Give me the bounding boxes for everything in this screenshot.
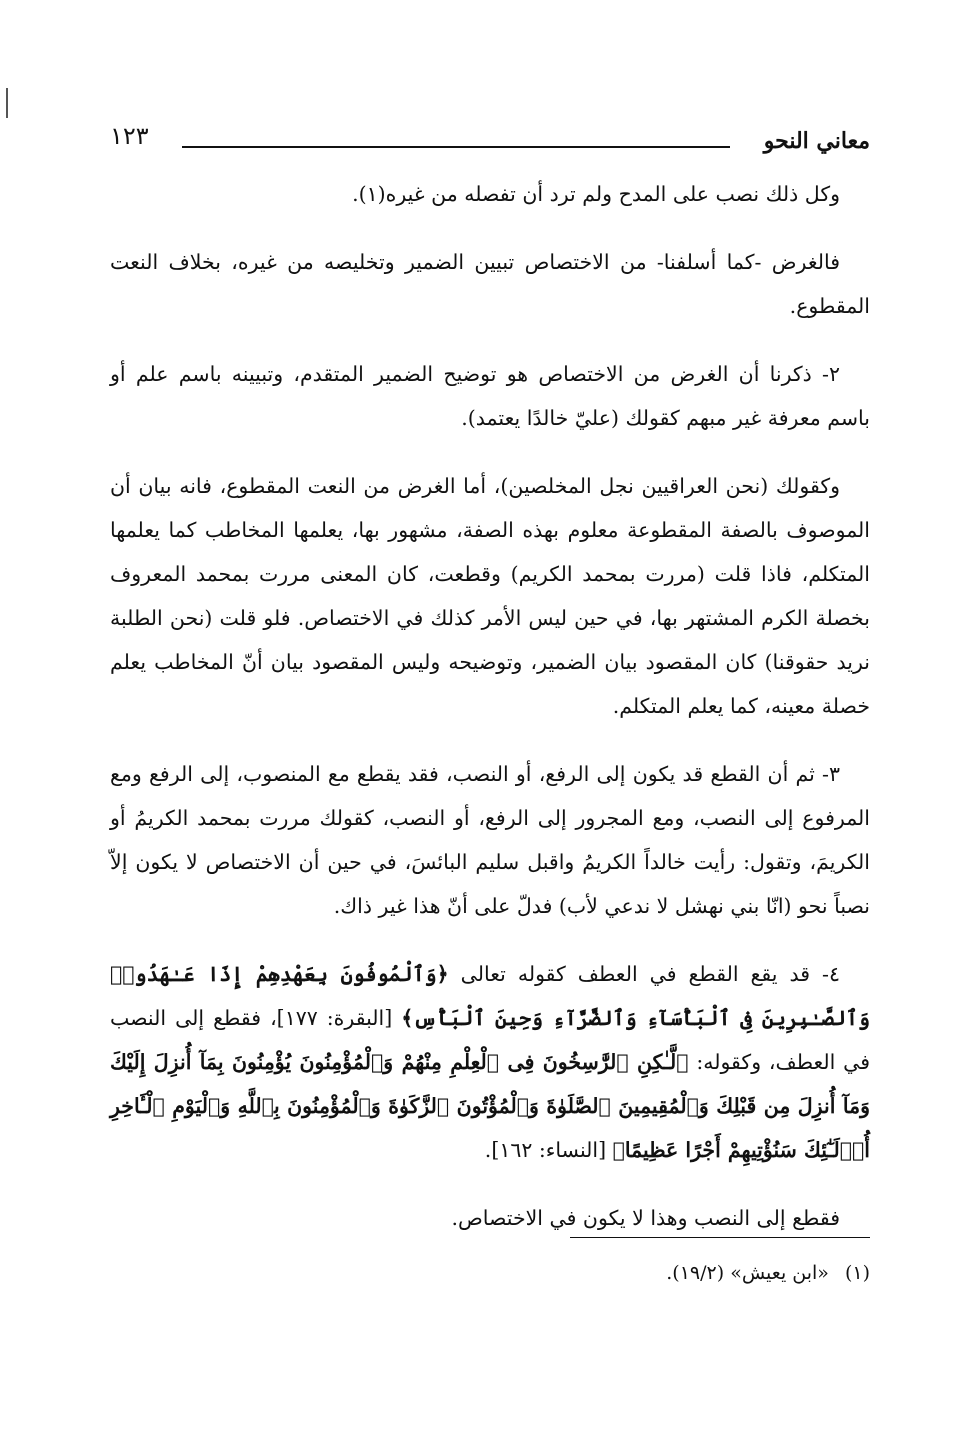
footnote-separator bbox=[570, 1237, 870, 1238]
paragraph: وكل ذلك نصب على المدح ولم ترد أن تفصله من غيره(١). bbox=[352, 182, 840, 206]
footnote-text: «ابن يعيش» (١٩/٢). bbox=[666, 1262, 829, 1284]
paragraph: فالغرض -كما أسلفنا- من الاختصاص تبيين الضمير وتخليصه من غيره، بخلاف النعت المقطوع. bbox=[110, 250, 870, 318]
footnote-number: (١) bbox=[844, 1262, 870, 1284]
verse-reference: [البقرة: ١٧٧]، فقطع إلى النصب في العطف، وكقوله: bbox=[110, 1006, 871, 1074]
page-header bbox=[110, 118, 870, 162]
running-title: معاني النحو bbox=[763, 128, 870, 154]
header-rule bbox=[182, 146, 730, 148]
paragraph: ٣- ثم أن القطع قد يكون إلى الرفع، أو النصب، فقد يقطع مع المنصوب، إلى الرفع ومع المرفوع إلى النصب، ومع المجرور إلى الرفع، أو النصب، كقولك مررت بمحمد الكريمُ أو الكريمَ، وتقول: رأيت خالداً الكريمُ واقبل سليم البائسَ، في حين أن الاختصاص لا يكون إلاّ نصباً نحو (انّا بني نهشل لا ندعي لأب) فدلّ على أنّ هذا غير ذاك. bbox=[110, 762, 870, 918]
paragraph-intro: ٤- قد يقع القطع في العطف كقوله تعالى bbox=[460, 962, 840, 986]
body-text bbox=[110, 172, 870, 1240]
page-number: ١٢٣ bbox=[110, 122, 149, 150]
scan-edge-mark bbox=[6, 88, 8, 118]
quran-verse: ﴿وَٱلْمُوفُونَ بِعَهْدِهِمْ إِذَا عَـٰهَدُوا۟ وَٱلصَّـٰبِرِينَ فِى ٱلْبَأْسَآءِ وَٱلضَّرَّآءِ وَحِينَ ٱلْبَأْسِ﴾ bbox=[110, 962, 870, 1030]
footnote bbox=[110, 1258, 870, 1288]
paragraph-quran-citations bbox=[110, 952, 870, 1172]
closing-paragraph: فقطع إلى النصب وهذا لا يكون في الاختصاص. bbox=[451, 1206, 840, 1230]
paragraph: ٢- ذكرنا أن الغرض من الاختصاص هو توضيح الضمير المتقدم، وتبيينه باسم علم أو باسم معرفة غير مبهم كقولك (عليّ خالدًا يعتمد). bbox=[110, 362, 870, 430]
paragraph: وكقولك (نحن العراقيين نجل المخلصين)، أما الغرض من النعت المقطوع، فانه بيان أن الموصوف بالصفة المقطوعة معلوم بهذه الصفة، مشهور بها، يعلمها المخاطب كما يعلمها المتكلم، فاذا قلت (مررت بمحمد الكريم) وقطعت، كان المعنى مررت بمحمد المعروف بخصلة الكرم المشتهر بها، في حين ليس الأمر كذلك في الاختصاص. فلو قلت (نحن الطلبة نريد حقوقنا) كان المقصود بيان الضمير، وتوضيحه وليس المقصود بيان أنّ المخاطب يعلم خصلة معينه، كما يعلم المتكلم. bbox=[110, 474, 870, 718]
quran-verse: ﴿لَّـٰكِنِ ٱلرَّٰسِخُونَ فِى ٱلْعِلْمِ مِنْهُمْ وَٱلْمُؤْمِنُونَ يُؤْمِنُونَ بِمَآ أُنزِلَ إِلَيْكَ وَمَآ أُنزِلَ مِن قَبْلِكَ وَٱلْمُقِيمِينَ ٱلصَّلَوٰةَ وَٱلْمُؤْتُونَ ٱلزَّكَوٰةَ وَٱلْمُؤْمِنُونَ بِٱللَّهِ وَٱلْيَوْمِ ٱلْـَٔاخِرِ أُو۟لَـٰٓئِكَ سَنُؤْتِيهِمْ أَجْرًا عَظِيمًا﴾ bbox=[110, 1050, 870, 1162]
verse-reference: [النساء: ١٦٢]. bbox=[484, 1138, 607, 1162]
